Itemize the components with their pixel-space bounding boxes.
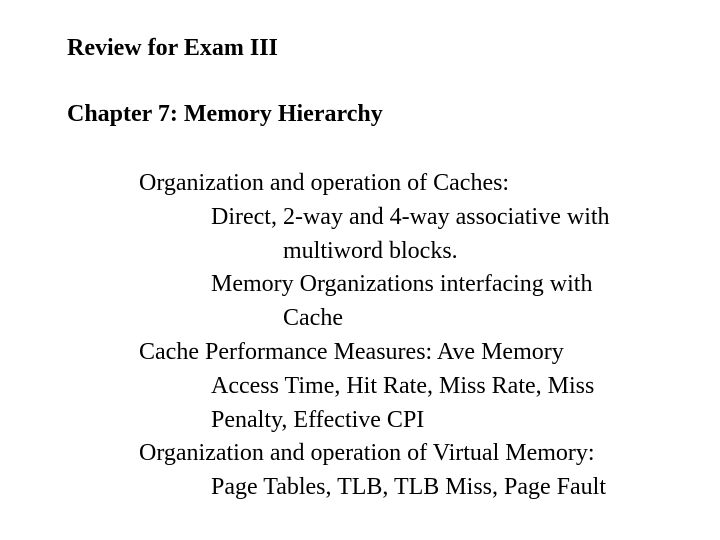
outline-line: multiword blocks.: [283, 237, 458, 264]
outline-line: Direct, 2-way and 4-way associative with: [211, 203, 610, 230]
outline-line: Page Tables, TLB, TLB Miss, Page Fault: [211, 474, 606, 501]
outline-line: Penalty, Effective CPI: [211, 406, 425, 433]
outline-line: Cache Performance Measures: Ave Memory: [139, 338, 564, 365]
outline-line: Memory Organizations interfacing with: [211, 271, 593, 298]
slide-title: Review for Exam III: [67, 35, 278, 61]
topic-outline: [139, 167, 610, 505]
outline-line: Access Time, Hit Rate, Miss Rate, Miss: [211, 372, 595, 399]
outline-line: Organization and operation of Virtual Memory:: [139, 440, 595, 467]
outline-line: Cache: [283, 305, 343, 332]
chapter-heading: Chapter 7: Memory Hierarchy: [67, 101, 383, 127]
outline-line: Organization and operation of Caches:: [139, 170, 510, 196]
